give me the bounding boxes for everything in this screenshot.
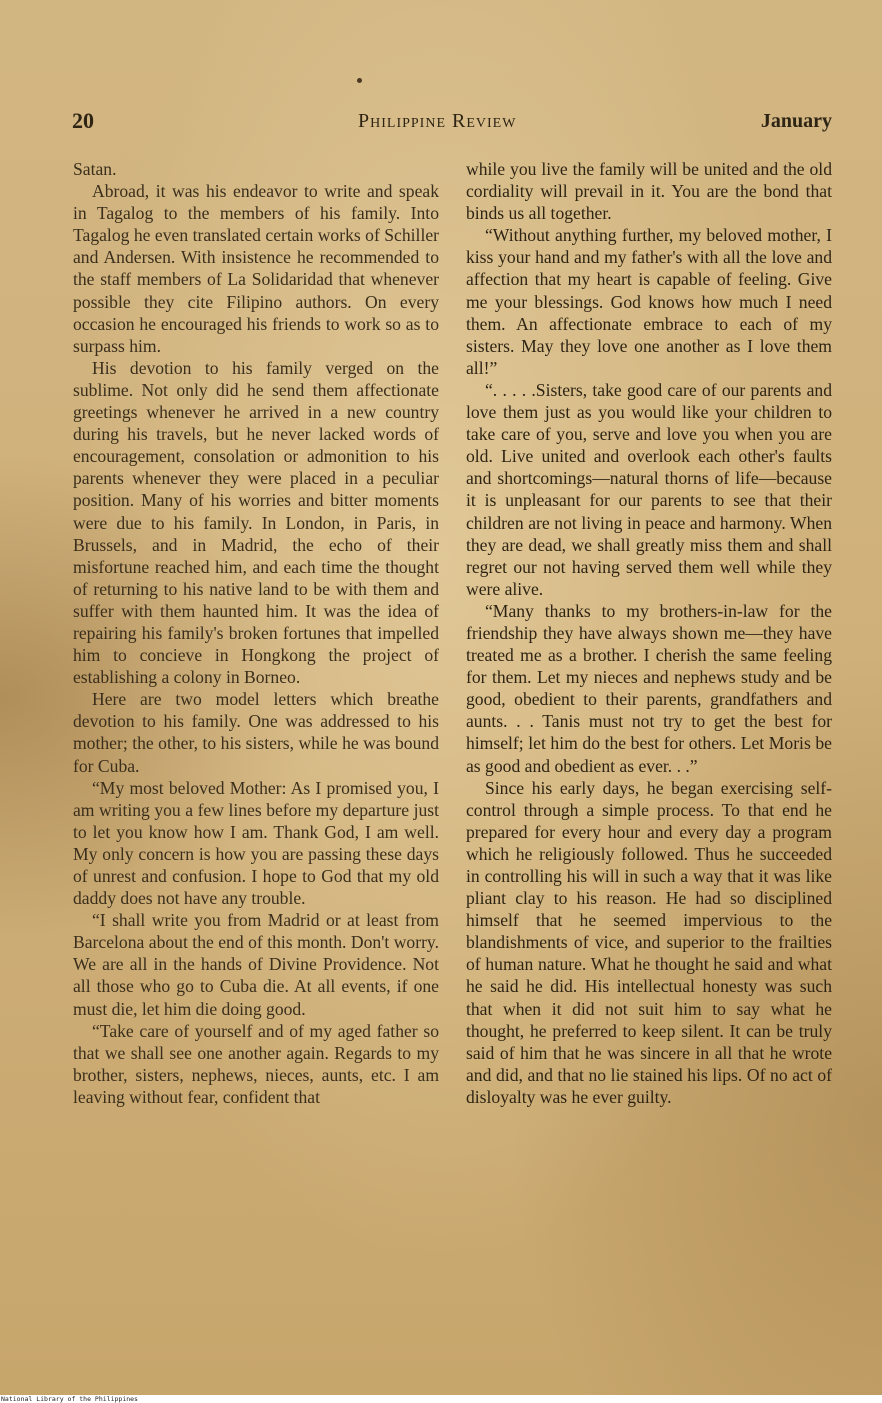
paragraph: Abroad, it was his endeavor to write and speak in Tagalog to the members of his family. Into Tagalog he even translated certain works of Schiller and Andersen. With insistence he recommended to the staff members of La Solidaridad that whenever possible they cite Filipino authors. On every occasion he encouraged his friends to work so as to surpass him.: [73, 181, 439, 356]
issue-month: January: [760, 110, 832, 132]
left-column: [73, 158, 439, 1108]
page-header: [72, 108, 832, 140]
paragraph: “Many thanks to my brothers-in-law for the friendship they have always shown me—they have treated me as a brother. I cherish the same feeling for them. Let my nieces and nephews study and be good, obedient to their parents, grandfathers and aunts. . . Tanis must not try to get the best for himself; let him do the best for others. Let Moris be as good and obedient as ever. . .”: [466, 600, 832, 776]
paragraph: “Take care of yourself and of my aged father so that we shall see one another again. Regards to my brother, sisters, nephews, nieces, aunts, etc. I am leaving without fear, confident that: [73, 1020, 439, 1107]
paragraph: His devotion to his family verged on the sublime. Not only did he send them affectionate greetings whenever he arrived in a new country during his travels, but he never lacked words of encouragement, consolation or admonition to his parents whenever they were placed in a peculiar position. Many of his worries and bitter moments were due to his family. In London, in Paris, in Brussels, and in Madrid, the echo of their misfortune reached him, and each time the thought of returning to his native land to be with them and suffer with them haunted him. It was the idea of repairing his family's broken fortunes that impelled him to concieve in Hongkong the project of establishing a colony in Borneo.: [73, 357, 439, 688]
paragraph: Since his early days, he began exercising self-control through a simple process. To that end he prepared for every hour and every day a program which he religiously followed. Thus he succeeded in controlling his will in such a way that it was like pliant clay to his reason. He had so disciplined himself that he seemed impervious to the blandishments of vice, and superior to the frailties of human nature. What he thought he said and what he said he did. His intellectual honesty was such that when it did not suit him to say what he thought, he preferred to keep silent. It can be truly said of him that he was sincere in all that he wrote and did, and that no lie stained his lips. Of no act of disloyalty was he ever guilty.: [466, 777, 832, 1107]
paragraph: Satan.: [73, 159, 117, 179]
running-title: Philippine Review: [358, 110, 517, 132]
paragraph: “Without anything further, my beloved mother, I kiss your hand and my father's with all the love and affection that my heart is capable of feeling. Give me your blessings. God knows how much I need them. An affectionate embrace to each of my sisters. May they love one another as I love them all!”: [466, 225, 832, 378]
page-number: 20: [72, 108, 94, 133]
right-column: [466, 158, 832, 1108]
paragraph: “I shall write you from Madrid or at least from Barcelona about the end of this month. Don't worry. We are all in the hands of Divine Providence. Not all those who go to Cuba die. At all events, if one must die, let him die doing good.: [73, 910, 439, 1019]
paragraph: Here are two model letters which breathe devotion to his family. One was addressed to his mother; the other, to his sisters, while he was bound for Cuba.: [73, 689, 439, 776]
ink-dot: [357, 78, 362, 83]
paragraph: “My most beloved Mother: As I promised you, I am writing you a few lines before my departure just to let you know how I am. Thank God, I am well. My only concern is how you are passing these days of unrest and confusion. I hope to God that my old daddy does not have any trouble.: [73, 777, 439, 909]
paragraph: while you live the family will be united and the old cordiality will prevail in it. You are the bond that binds us all together.: [466, 159, 832, 224]
paragraph: “. . . . .Sisters, take good care of our parents and love them just as you would like your children to take care of you, serve and love you when you are old. Live united and overlook each other's faults and shortcomings—natural thorns of life—because it is unpleasant for our parents to see that their children are not living in peace and harmony. When they are dead, we shall greatly miss them and shall regret our not having served them well while they were alive.: [466, 379, 832, 599]
footer-credit: National Library of the Philippines: [0, 1395, 882, 1403]
